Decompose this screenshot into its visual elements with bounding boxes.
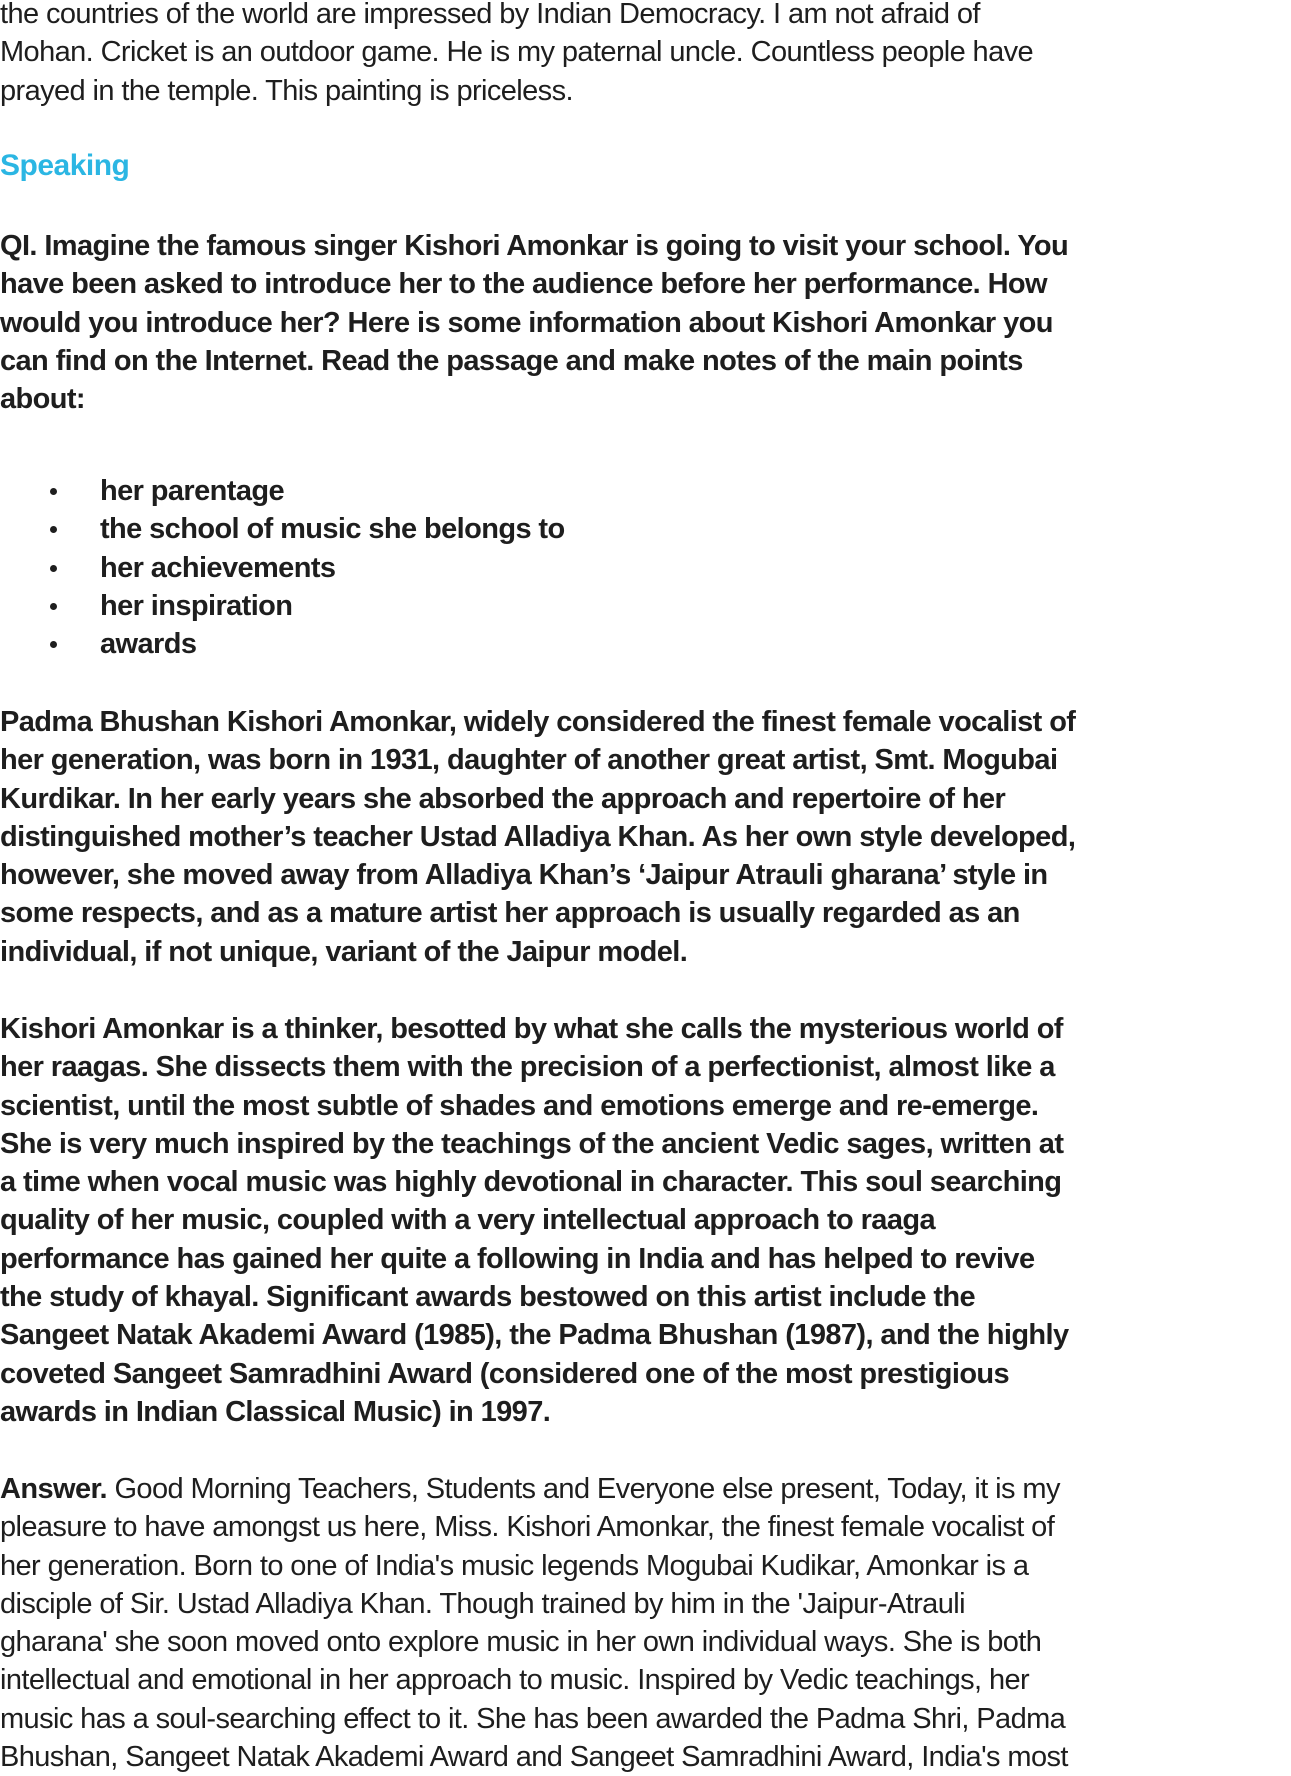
bullet-icon [50, 641, 57, 648]
list-item-text: her achievements [100, 551, 336, 584]
text-line: about: [0, 383, 85, 416]
text-line: however, she moved away from Alladiya Khan’s ‘Jaipur Atrauli gharana’ style in [0, 859, 1048, 892]
answer-text: Good Morning Teachers, Students and Everyone else present, Today, it is my [107, 1473, 1060, 1505]
text-line: scientist, until the most subtle of shades and emotions emerge and re-emerge. [0, 1089, 1039, 1122]
text-line: intellectual and emotional in her approach to music. Inspired by Vedic teachings, her [0, 1664, 1030, 1697]
text-line: Bhushan, Sangeet Natak Akademi Award and Sangeet Samradhini Award, India's most [0, 1741, 1068, 1774]
speaking-heading: Speaking [0, 149, 130, 182]
text-line: Mohan. Cricket is an outdoor game. He is my paternal uncle. Countless people have [0, 36, 1034, 69]
text-line: quality of her music, coupled with a very intellectual approach to raaga [0, 1204, 935, 1237]
list-item-text: her parentage [100, 475, 284, 507]
text-line: can find on the Internet. Read the passage and make notes of the main points [0, 344, 1023, 377]
text-line: QI. Imagine the famous singer Kishori Amonkar is going to visit your school. You [0, 230, 1069, 262]
list-item [0, 587, 1291, 625]
text-line: music has a soul-searching effect to it. She has been awarded the Padma Shri, Padma [0, 1702, 1066, 1735]
text-line: a time when vocal music was highly devotional in character. This soul searching [0, 1166, 1062, 1199]
answer-label: Answer. [0, 1473, 108, 1505]
list-item-text: awards [100, 628, 197, 661]
text-line: gharana' she soon moved onto explore music in her own individual ways. She is both [0, 1626, 1042, 1659]
section-heading [0, 147, 1291, 185]
text-line: Kurdikar. In her early years she absorbed the approach and repertoire of her [0, 782, 1006, 815]
text-line [0, 1470, 1291, 1508]
text-line: distinguished mother’s teacher Ustad Alladiya Khan. As her own style developed, [0, 820, 1076, 853]
question [0, 227, 1291, 418]
text-line: Kishori Amonkar is a thinker, besotted by what she calls the mysterious world of [0, 1013, 1063, 1045]
answer-paragraph [0, 1470, 1291, 1776]
text-line: pleasure to have amongst us here, Miss. Kishori Amonkar, the finest female vocalist of [0, 1511, 1055, 1544]
passage-paragraph-1 [0, 703, 1291, 971]
list-item [0, 472, 1291, 510]
text-line: some respects, and as a mature artist her approach is usually regarded as an [0, 897, 1020, 930]
text-line: have been asked to introduce her to the audience before her performance. How [0, 268, 1047, 301]
text-line: individual, if not unique, variant of the Jaipur model. [0, 935, 688, 968]
text-line: the countries of the world are impressed by Indian Democracy. I am not afraid of [0, 0, 980, 30]
list-item-text: the school of music she belongs to [100, 513, 565, 546]
text-line: coveted Sangeet Samradhini Award (considered one of the most prestigious [0, 1357, 1010, 1390]
bullet-icon [50, 488, 57, 495]
bullet-icon [50, 603, 57, 610]
bullet-icon [50, 565, 57, 572]
list-item [0, 549, 1291, 587]
text-line: her generation. Born to one of India's music legends Mogubai Kudikar, Amonkar is a [0, 1549, 1029, 1582]
list-item [0, 510, 1291, 548]
text-line: her raagas. She dissects them with the precision of a perfectionist, almost like a [0, 1051, 1055, 1084]
text-line: Sangeet Natak Akademi Award (1985), the Padma Bhushan (1987), and the highly [0, 1319, 1069, 1352]
text-line: Padma Bhushan Kishori Amonkar, widely considered the finest female vocalist of [0, 706, 1076, 738]
notes-bullet-list [0, 472, 1291, 663]
text-line: would you introduce her? Here is some information about Kishori Amonkar you [0, 306, 1053, 339]
text-line: She is very much inspired by the teachings of the ancient Vedic sages, written at [0, 1127, 1064, 1160]
text-line: her generation, was born in 1931, daughter of another great artist, Smt. Mogubai [0, 744, 1058, 777]
text-line: performance has gained her quite a following in India and has helped to revive [0, 1242, 1035, 1275]
text-line: awards in Indian Classical Music) in 1997. [0, 1395, 551, 1428]
bullet-icon [50, 526, 57, 533]
text-line: the study of khayal. Significant awards bestowed on this artist include the [0, 1281, 976, 1314]
list-item-text: her inspiration [100, 589, 293, 622]
text-line: disciple of Sir. Ustad Alladiya Khan. Though trained by him in the 'Jaipur-Atrauli [0, 1587, 965, 1620]
text-line: prayed in the temple. This painting is priceless. [0, 74, 573, 107]
intro-paragraph [0, 0, 1291, 110]
passage-paragraph-2 [0, 1010, 1291, 1431]
list-item [0, 625, 1291, 663]
